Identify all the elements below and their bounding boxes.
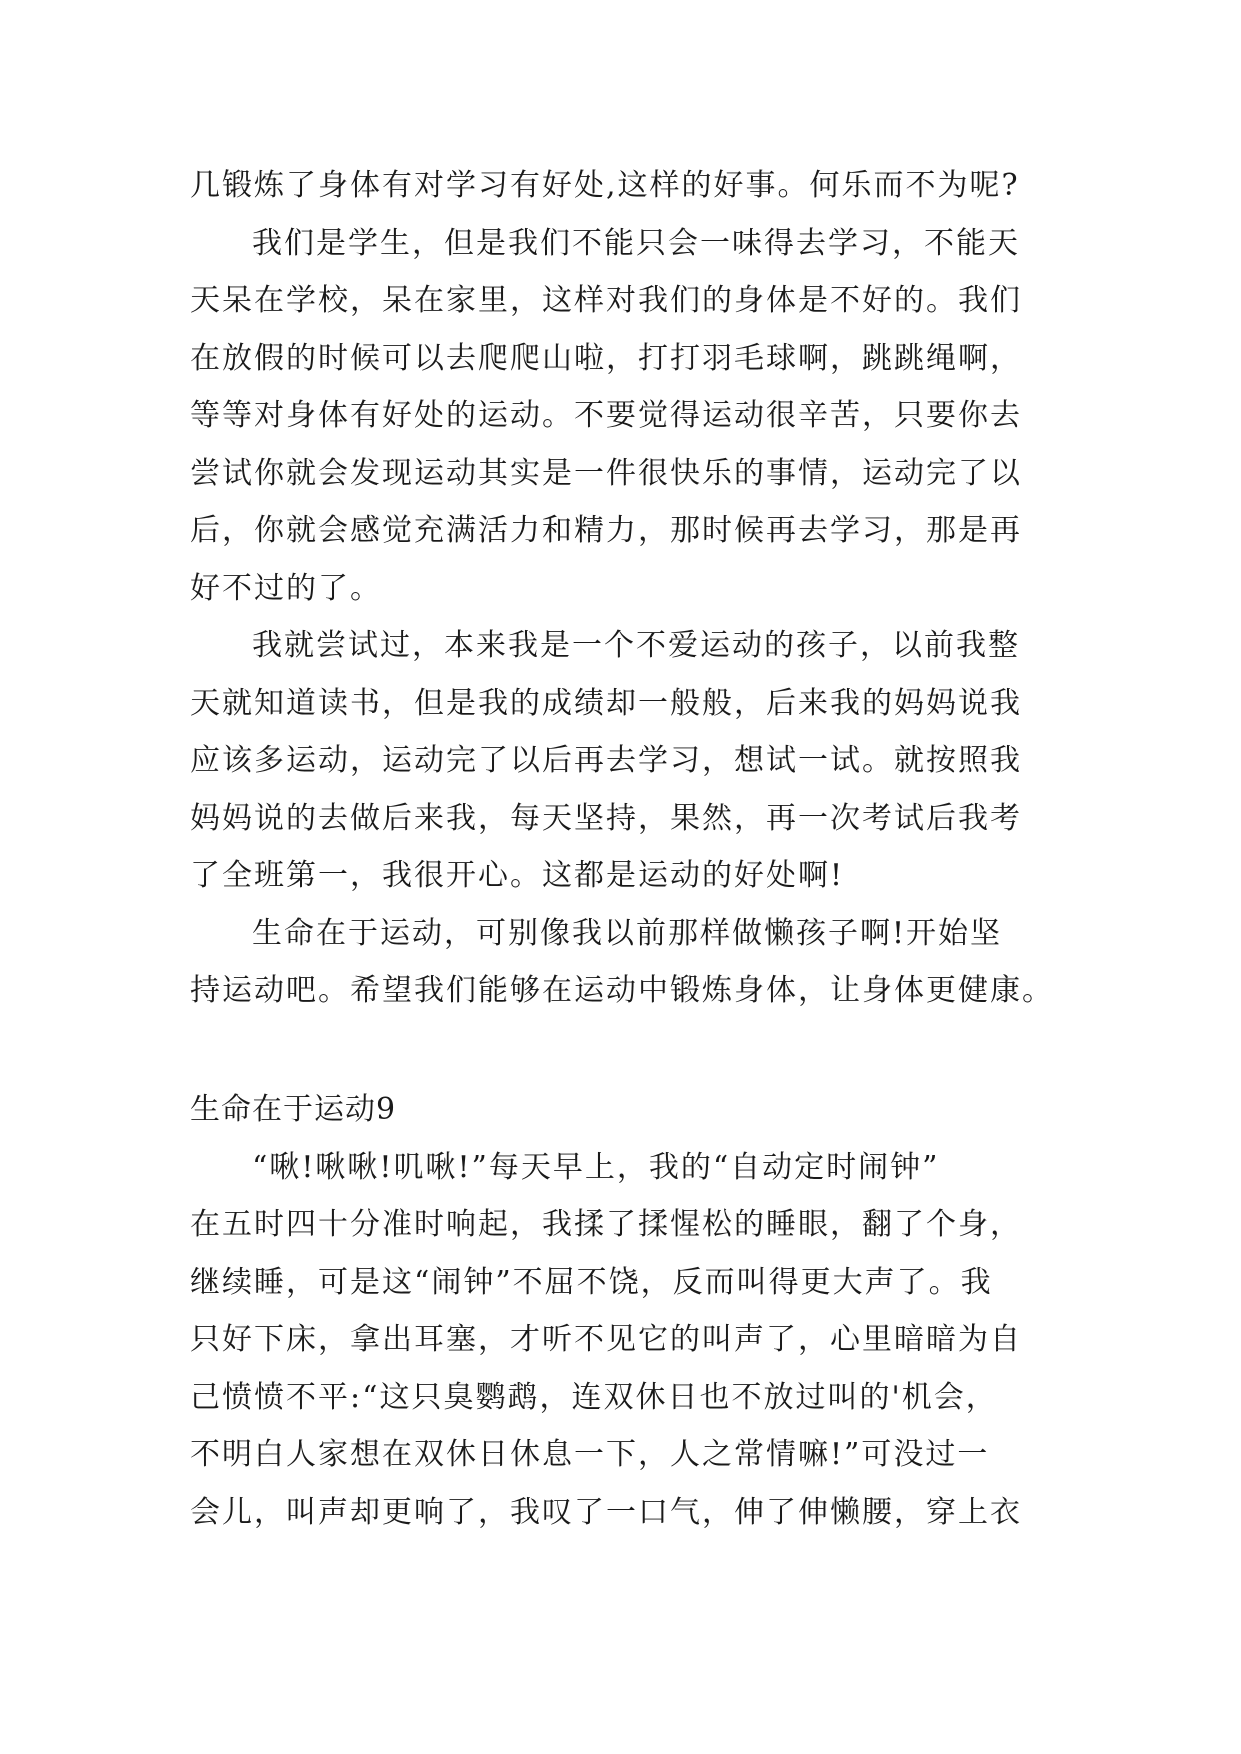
paragraph-line: 尝试你就会发现运动其实是一件很快乐的事情，运动完了以 — [190, 456, 1022, 491]
section-heading: 生命在于运动9 — [190, 1092, 397, 1127]
paragraph-line: 了全班第一，我很开心。这都是运动的好处啊! — [190, 858, 845, 893]
paragraph-line: “啾!啾啾!叽啾!”每天早上，我的“自动定时闹钟” — [252, 1150, 940, 1185]
paragraph-line: 我们是学生，但是我们不能只会一味得去学习，不能天 — [252, 226, 1020, 261]
paragraph-line: 好不过的了。 — [190, 571, 382, 606]
paragraph-line: 后，你就会感觉充满活力和精力，那时候再去学习，那是再 — [190, 513, 1022, 548]
paragraph-line: 持运动吧。希望我们能够在运动中锻炼身体，让身体更健康。 — [190, 973, 1054, 1008]
paragraph-line: 生命在于运动，可别像我以前那样做懒孩子啊!开始坚 — [252, 916, 1003, 951]
paragraph-line: 应该多运动，运动完了以后再去学习，想试一试。就按照我 — [190, 743, 1022, 778]
paragraph-line: 不明白人家想在双休日休息一下，人之常情嘛!”可没过一 — [190, 1437, 990, 1472]
paragraph-line: 天就知道读书，但是我的成绩却一般般，后来我的妈妈说我 — [190, 686, 1022, 721]
paragraph-line: 在放假的时候可以去爬爬山啦，打打羽毛球啊，跳跳绳啊， — [190, 341, 1022, 376]
paragraph-line: 几锻炼了身体有对学习有好处,这样的好事。何乐而不为呢? — [190, 168, 1020, 203]
paragraph-line: 只好下床，拿出耳塞，才听不见它的叫声了，心里暗暗为自 — [190, 1322, 1022, 1357]
paragraph-line: 天呆在学校，呆在家里，这样对我们的身体是不好的。我们 — [190, 283, 1022, 318]
paragraph-line: 己愤愤不平:“这只臭鹦鹉，连双休日也不放过叫的'机会， — [190, 1380, 998, 1415]
paragraph-line: 等等对身体有好处的运动。不要觉得运动很辛苦，只要你去 — [190, 398, 1022, 433]
paragraph-line: 继续睡，可是这“闹钟”不屈不饶，反而叫得更大声了。我 — [190, 1265, 993, 1300]
paragraph-line: 在五时四十分准时响起，我揉了揉惺松的睡眼，翻了个身， — [190, 1207, 1022, 1242]
paragraph-line: 妈妈说的去做后来我，每天坚持，果然，再一次考试后我考 — [190, 801, 1022, 836]
paragraph-line: 会儿，叫声却更响了，我叹了一口气，伸了伸懒腰，穿上衣 — [190, 1495, 1022, 1530]
paragraph-line: 我就尝试过，本来我是一个不爱运动的孩子，以前我整 — [252, 628, 1020, 663]
